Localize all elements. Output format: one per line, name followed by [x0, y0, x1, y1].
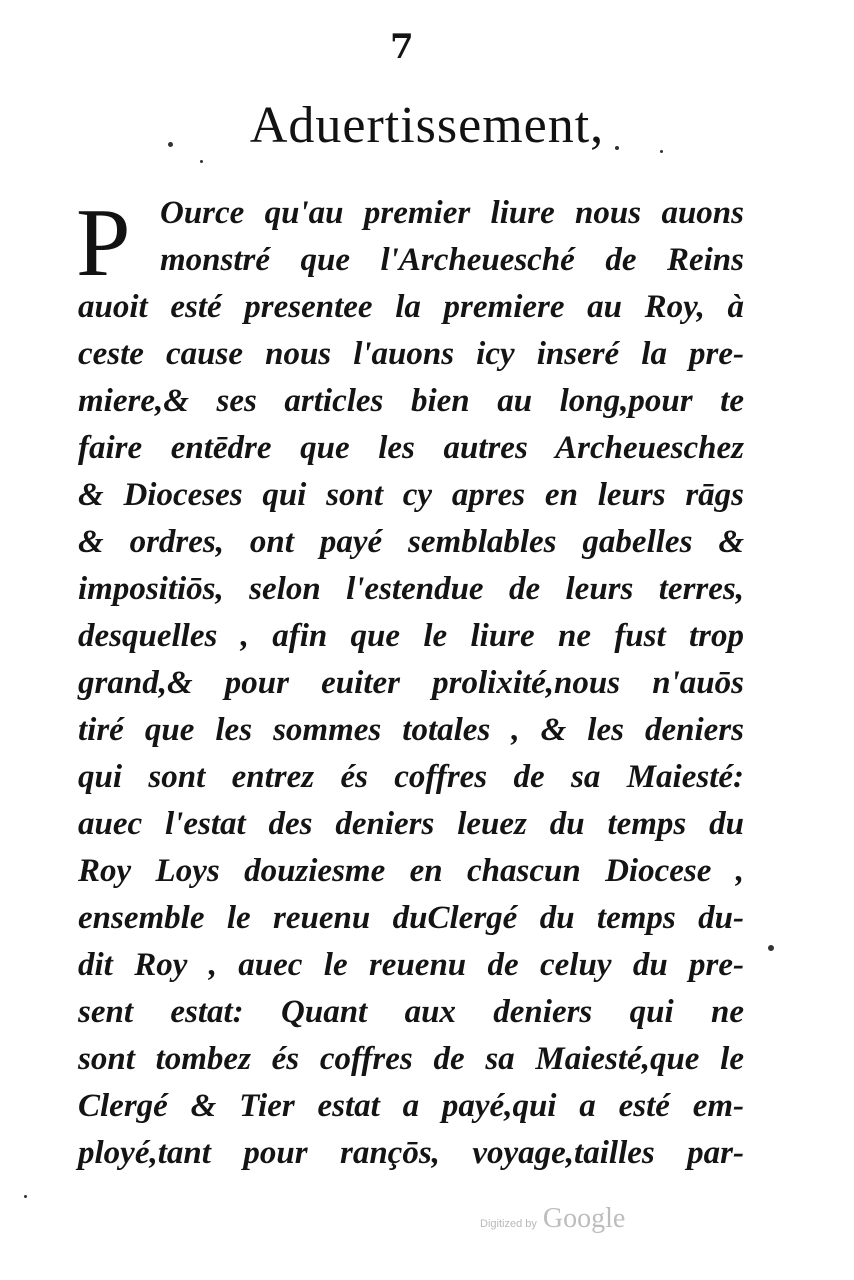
text-line: impositiōs, selon l'estendue de leurs terres,	[78, 571, 744, 607]
text-line: desquelles , afin que le liure ne fust trop	[78, 618, 744, 654]
text-line: ployé,tant pour rançōs, voyage,tailles par-	[78, 1135, 744, 1171]
text-line: Ource qu'au premier liure nous auons	[160, 195, 744, 231]
text-line: dit Roy , auec le reuenu de celuy du pre-	[78, 947, 744, 983]
text-line: & ordres, ont payé semblables gabelles &	[78, 524, 744, 560]
text-line: Clergé & Tier estat a payé,qui a esté em-	[78, 1088, 744, 1124]
scan-speck	[24, 1195, 27, 1198]
text-line: & Dioceses qui sont cy apres en leurs rāgs	[78, 477, 744, 513]
text-line: miere,& ses articles bien au long,pour te	[78, 383, 744, 419]
scan-speck	[660, 150, 663, 153]
scan-speck	[200, 160, 203, 163]
text-line: tiré que les sommes totales , & les deniers	[78, 712, 744, 748]
watermark-prefix: Digitized by	[480, 1218, 537, 1230]
text-line: sont tombez és coffres de sa Maiesté,que le	[78, 1041, 744, 1077]
text-line: auoit esté presentee la premiere au Roy, à	[78, 289, 744, 325]
text-line: grand,& pour euiter prolixité,nous n'auōs	[78, 665, 744, 701]
scan-speck	[168, 142, 173, 147]
digitized-watermark	[480, 1203, 625, 1235]
body-text	[78, 190, 744, 1177]
text-line: ensemble le reuenu duClergé du temps du-	[78, 900, 744, 936]
text-line: ceste cause nous l'auons icy inseré la pre-	[78, 336, 744, 372]
page-number: 7	[390, 27, 414, 67]
text-line: faire entēdre que les autres Archeueschez	[78, 430, 744, 466]
drop-cap: P	[76, 189, 131, 297]
page-heading: Aduertissement,	[249, 97, 605, 154]
scan-speck	[615, 146, 619, 150]
scan-speck	[768, 945, 774, 951]
text-line: Roy Loys douziesme en chascun Diocese ,	[78, 853, 744, 889]
text-line: auec l'estat des deniers leuez du temps du	[78, 806, 744, 842]
text-line: qui sont entrez és coffres de sa Maiesté:	[78, 759, 744, 795]
text-line: monstré que l'Archeuesché de Reins	[160, 242, 744, 278]
text-line: sent estat: Quant aux deniers qui ne	[78, 994, 744, 1030]
watermark-brand: Google	[542, 1203, 626, 1234]
